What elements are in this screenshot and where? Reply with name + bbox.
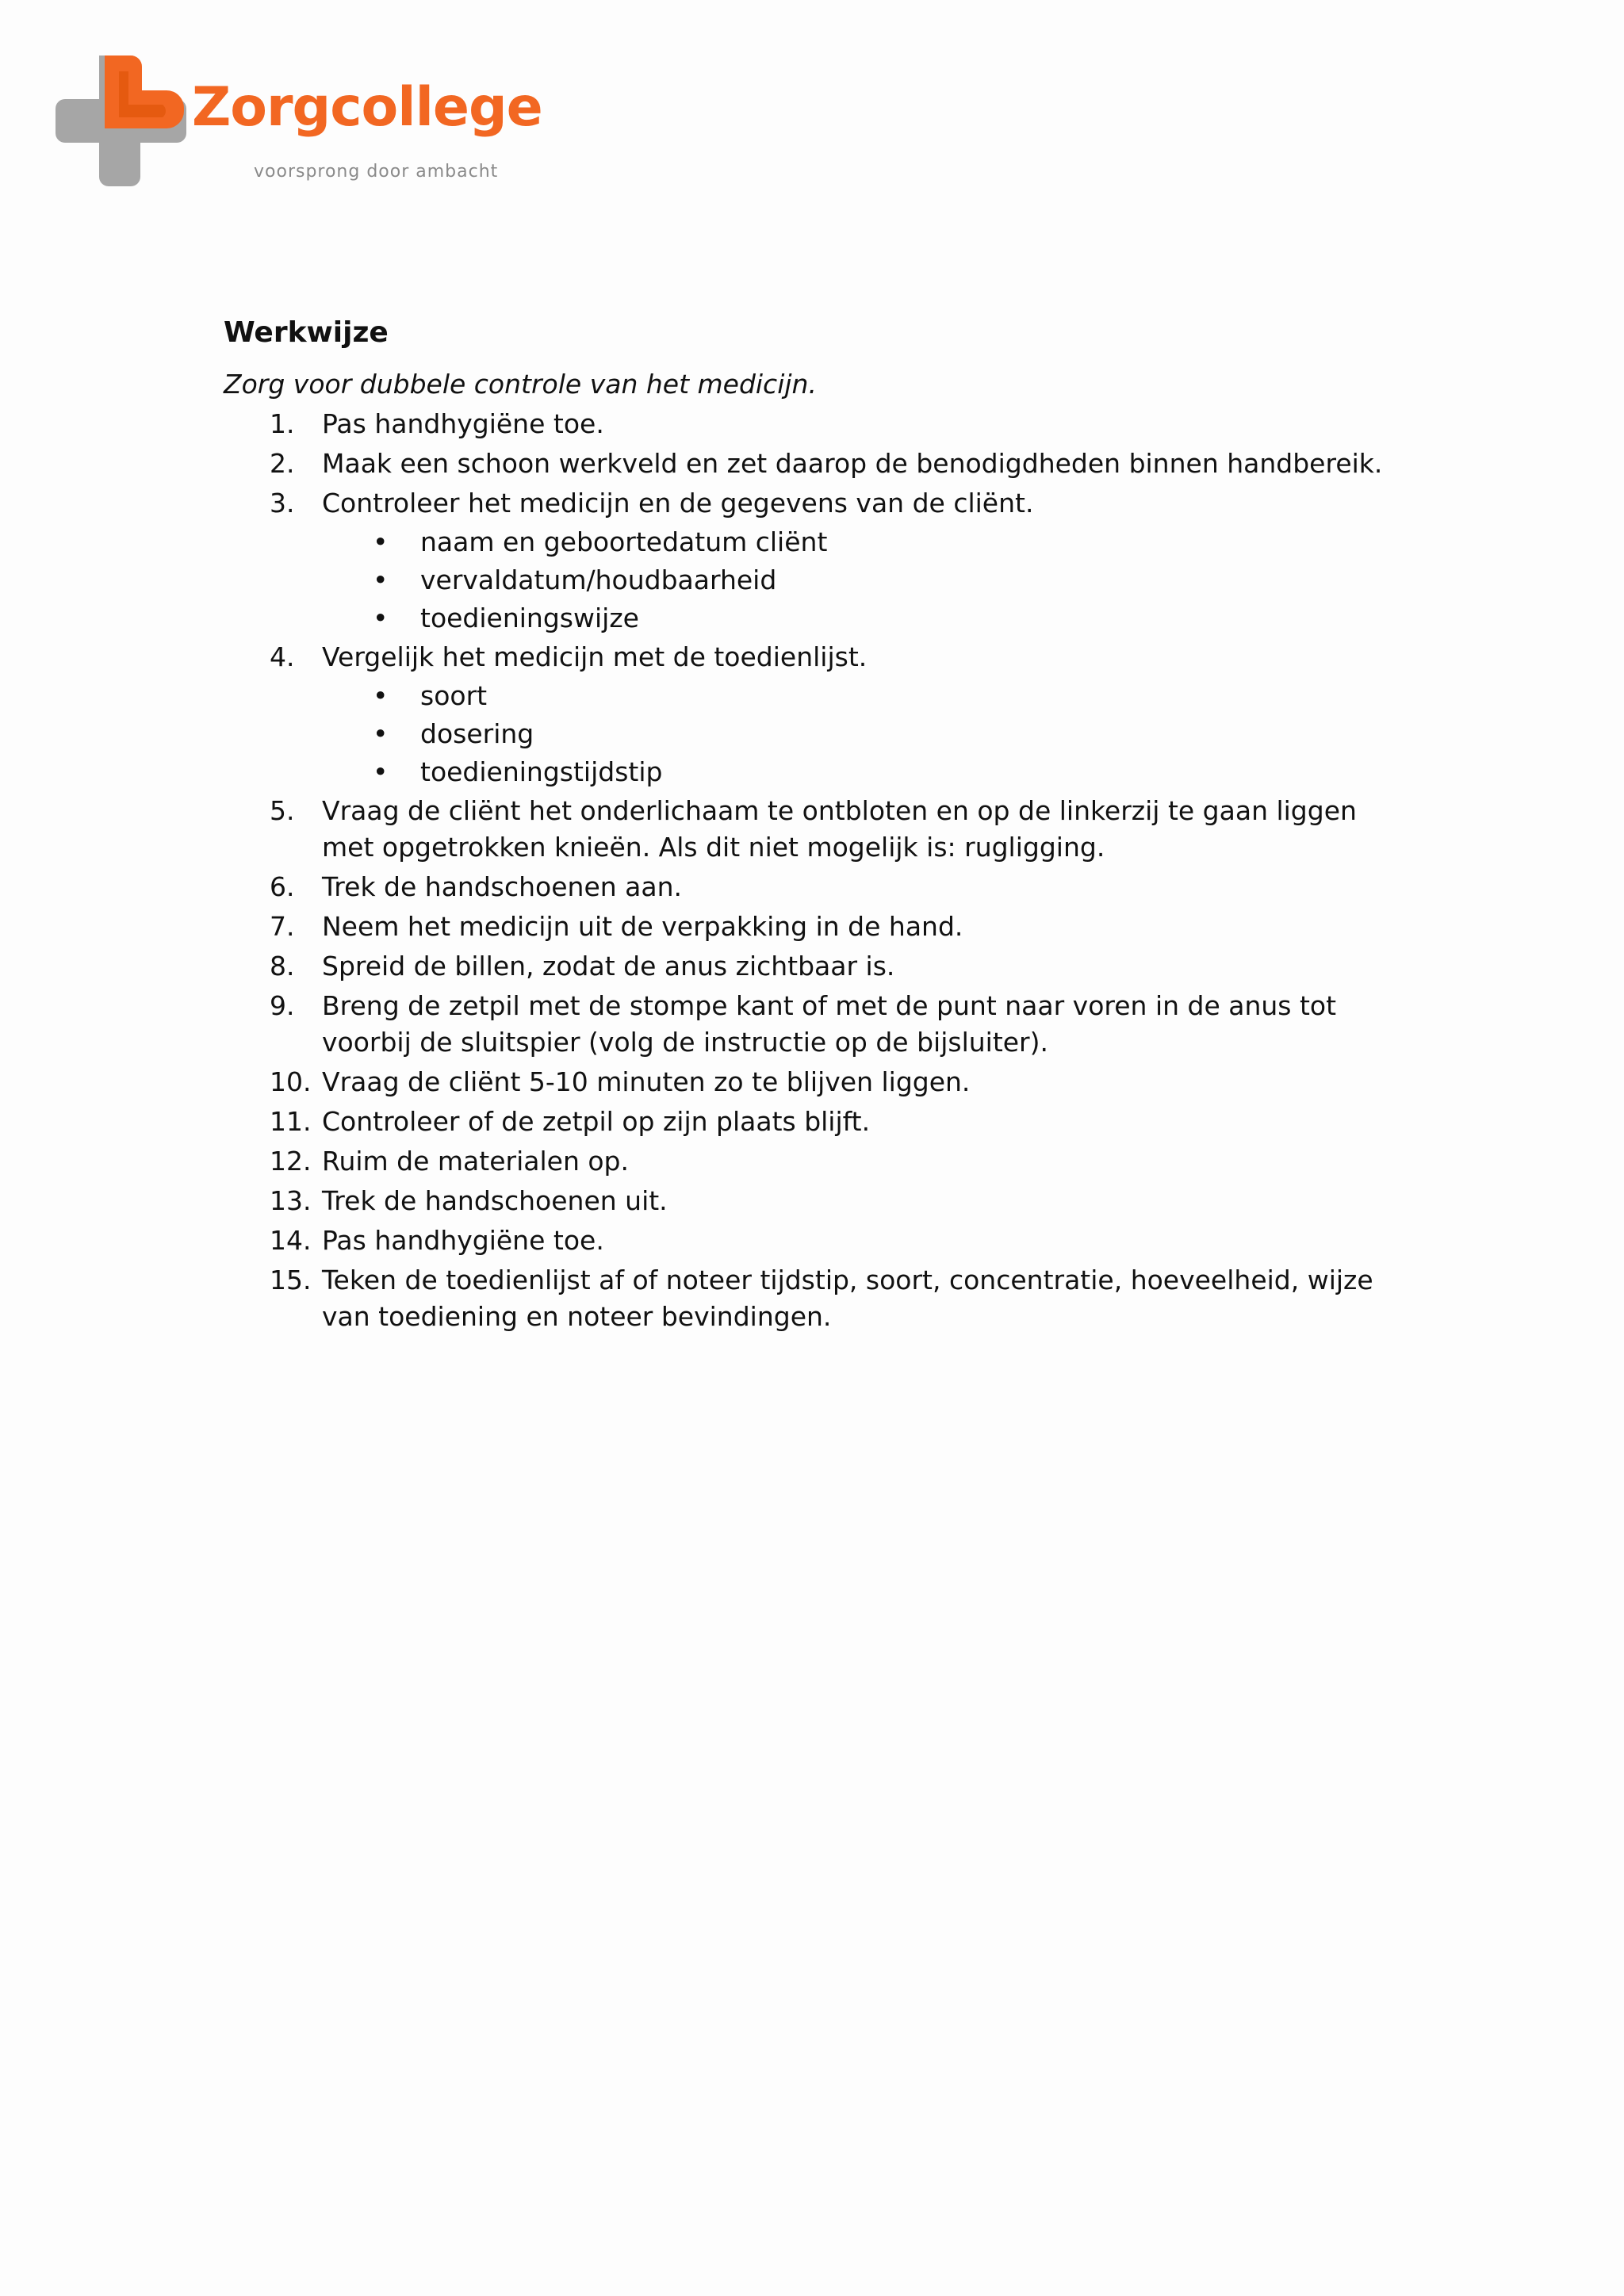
step-text: Pas handhygiëne toe. xyxy=(322,408,604,439)
zorgcollege-cross-logo-icon xyxy=(56,55,186,186)
step-item xyxy=(224,791,1413,867)
step-number: 9. xyxy=(270,990,295,1021)
step-number: 10. xyxy=(270,1066,312,1097)
intro-text: Zorg voor dubbele controle van het medicijn. xyxy=(224,369,817,400)
section-heading: Werkwijze xyxy=(224,316,389,349)
step-text: Spreid de billen, zodat de anus zichtbaar is. xyxy=(322,951,895,982)
step-text: Ruim de materialen op. xyxy=(322,1146,629,1177)
step-text: Vergelijk het medicijn met de toedienlijst. xyxy=(322,641,868,672)
step-item xyxy=(224,867,1413,907)
sub-list-item xyxy=(224,715,1413,753)
step-item xyxy=(224,907,1413,947)
sub-list xyxy=(224,523,1413,637)
step-text: Controleer of de zetpil op zijn plaats blijft. xyxy=(322,1106,871,1137)
step-text: Teken de toedienlijst af of noteer tijdstip, soort, concentratie, hoeveelheid, wijze van toediening en noteer bevindingen. xyxy=(322,1265,1373,1332)
step-item xyxy=(224,637,1413,677)
step-number: 1. xyxy=(270,408,295,439)
step-number: 7. xyxy=(270,911,295,942)
bullet-icon: • xyxy=(373,718,389,749)
logo xyxy=(56,55,542,194)
step-item xyxy=(224,947,1413,986)
document-body xyxy=(224,309,1413,1337)
step-item xyxy=(224,404,1413,444)
step-number: 3. xyxy=(270,488,295,519)
step-text: Controleer het medicijn en de gegevens van de cliënt. xyxy=(322,488,1034,519)
sub-item-text: toedieningswijze xyxy=(420,603,639,633)
sub-list-item xyxy=(224,599,1413,637)
step-number: 5. xyxy=(270,795,295,826)
step-item xyxy=(224,1261,1413,1337)
step-item xyxy=(224,1062,1413,1102)
step-text: Trek de handschoenen uit. xyxy=(322,1185,668,1216)
step-number: 2. xyxy=(270,448,295,479)
step-text: Maak een schoon werkveld en zet daarop de benodigdheden binnen handbereik. xyxy=(322,448,1383,479)
sub-list-item xyxy=(224,561,1413,599)
sub-item-text: soort xyxy=(420,680,488,711)
step-item xyxy=(224,986,1413,1062)
sub-list xyxy=(224,677,1413,791)
logo-tagline: voorsprong door ambacht xyxy=(254,162,499,182)
step-text: Vraag de cliënt het onderlichaam te ontbloten en op de linkerzij te gaan liggen met opgetrokken knieën. Als dit niet mogelijk is: rugligging. xyxy=(322,795,1357,863)
step-number: 6. xyxy=(270,871,295,902)
step-number: 13. xyxy=(270,1185,312,1216)
steps-list xyxy=(224,404,1413,1337)
bullet-icon: • xyxy=(373,526,389,557)
bullet-icon: • xyxy=(373,603,389,633)
step-text: Vraag de cliënt 5-10 minuten zo te blijven liggen. xyxy=(322,1066,971,1097)
bullet-icon: • xyxy=(373,564,389,595)
step-text: Pas handhygiëne toe. xyxy=(322,1225,604,1256)
bullet-icon: • xyxy=(373,756,389,787)
step-item xyxy=(224,1102,1413,1142)
sub-item-text: toedieningstijdstip xyxy=(420,756,663,787)
bullet-icon: • xyxy=(373,680,389,711)
sub-list-container xyxy=(224,523,1413,637)
step-item xyxy=(224,1181,1413,1221)
step-item xyxy=(224,1142,1413,1181)
sub-item-text: naam en geboortedatum cliënt xyxy=(420,526,828,557)
step-number: 14. xyxy=(270,1225,312,1256)
step-number: 4. xyxy=(270,641,295,672)
step-number: 8. xyxy=(270,951,295,982)
sub-list-item xyxy=(224,753,1413,791)
step-text: Neem het medicijn uit de verpakking in de hand. xyxy=(322,911,963,942)
sub-list-item xyxy=(224,523,1413,561)
step-text: Trek de handschoenen aan. xyxy=(322,871,683,902)
step-number: 12. xyxy=(270,1146,312,1177)
step-item xyxy=(224,1221,1413,1261)
sub-item-text: dosering xyxy=(420,718,534,749)
step-item xyxy=(224,444,1413,484)
sub-item-text: vervaldatum/houdbaarheid xyxy=(420,564,777,595)
sub-list-item xyxy=(224,677,1413,715)
sub-list-container xyxy=(224,677,1413,791)
step-item xyxy=(224,484,1413,523)
step-number: 15. xyxy=(270,1265,312,1295)
step-number: 11. xyxy=(270,1106,312,1137)
step-text: Breng de zetpil met de stompe kant of met de punt naar voren in de anus tot voorbij de sluitspier (volg de instructie op de bijsluiter). xyxy=(322,990,1337,1058)
logo-wordmark: Zorgcollege xyxy=(192,76,542,139)
